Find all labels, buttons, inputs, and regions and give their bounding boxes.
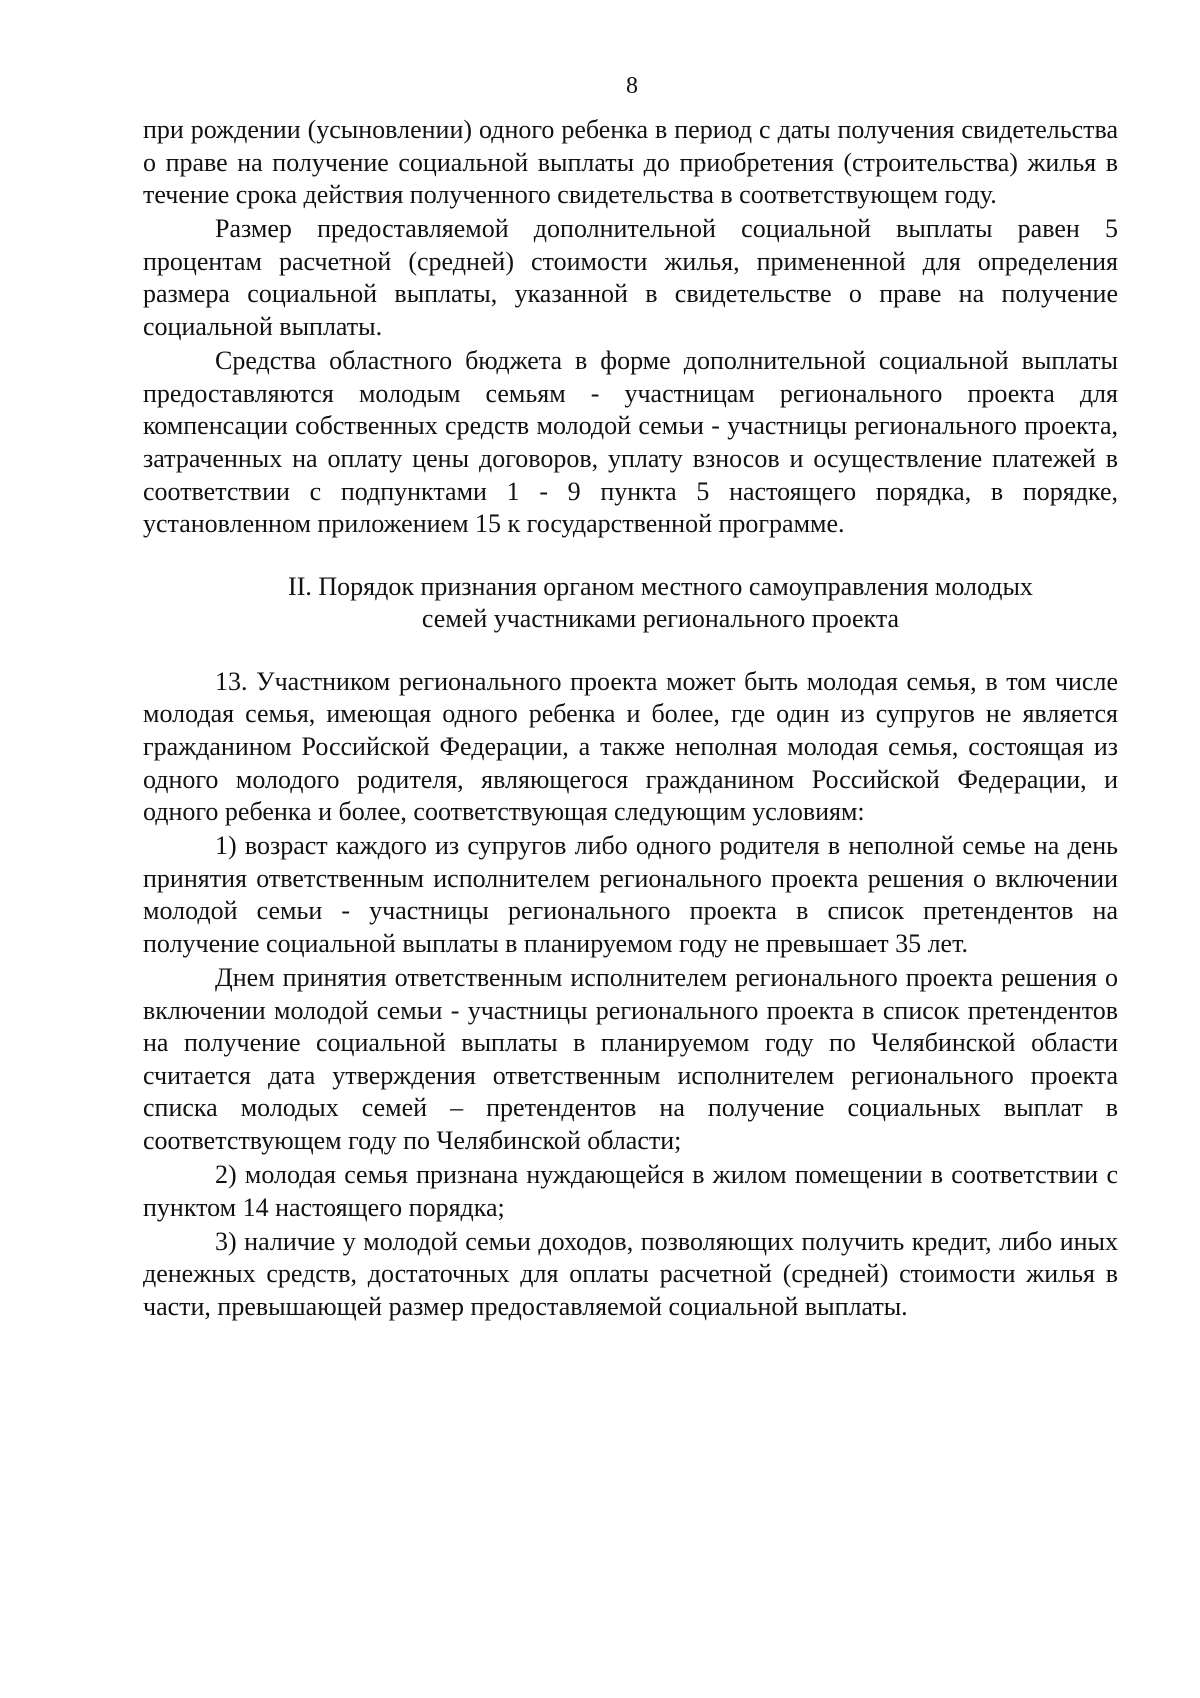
paragraph-decision-date: Днем принятия ответственным исполнителем регионального проекта решения о включении молодой семьи - участницы регионального проекта в список претендентов на получение социальной выплаты в планируемом году по Челябинской области считается дата утверждения ответственным исполнителем регионального проекта списка молодых семей – претендентов на получение социальных выплат в соответствующем году по Челябинской области;	[143, 963, 1118, 1156]
paragraph-item-13: 13. Участником регионального проекта может быть молодая семья, в том числе молодая семья, имеющая одного ребенка и более, где один из супругов не является гражданином Российской Федерации, а также неполная молодая семья, состоящая из одного молодого родителя, являющегося гражданином Российской Федерации, и одного ребенка и более, соответствующая следующим условиям:	[143, 666, 1118, 827]
paragraph-condition-2: 2) молодая семья признана нуждающейся в жилом помещении в соответствии с пунктом 14 настоящего порядка;	[143, 1160, 1118, 1222]
paragraph-condition-1: 1) возраст каждого из супругов либо одного родителя в неполной семье на день принятия ответственным исполнителем регионального проекта решения о включении молодой семьи - участницы регионального проекта в список претендентов на получение социальной выплаты в планируемом году не превышает 35 лет.	[143, 831, 1118, 958]
page-number: 8	[626, 73, 638, 99]
paragraph-regional-budget-funds: Средства областного бюджета в форме дополнительной социальной выплаты предоставляются молодым семьям - участницам регионального проекта для компенсации собственных средств молодой семьи - участницы регионального проекта, затраченных на оплату цены договоров, уплату взносов и осуществление платежей в соответствии с подпунктами 1 - 9 пункта 5 настоящего порядка, в порядке, установленном приложением 15 к государственной программе.	[143, 346, 1118, 539]
section-heading-line-2: семей участниками регионального проекта	[421, 604, 900, 634]
paragraph-condition-3: 3) наличие у молодой семьи доходов, позволяющих получить кредит, либо иных денежных средств, достаточных для оплаты расчетной (средней) стоимости жилья в части, превышающей размер предоставляемой социальной выплаты.	[143, 1226, 1118, 1321]
paragraph-continuation: при рождении (усыновлении) одного ребенка в период с даты получения свидетельства о праве на получение социальной выплаты до приобретения (строительства) жилья в течение срока действия полученного свидетельства в соответствующем году.	[143, 115, 1118, 210]
document-body	[143, 114, 1118, 1325]
section-heading-line-1: II. Порядок признания органом местного самоуправления молодых	[288, 571, 1033, 601]
paragraph-additional-payment-size: Размер предоставляемой дополнительной социальной выплаты равен 5 процентам расчетной (средней) стоимости жилья, примененной для определения размера социальной выплаты, указанной в свидетельстве о праве на получение социальной выплаты.	[143, 214, 1118, 342]
section-heading	[143, 571, 1118, 636]
